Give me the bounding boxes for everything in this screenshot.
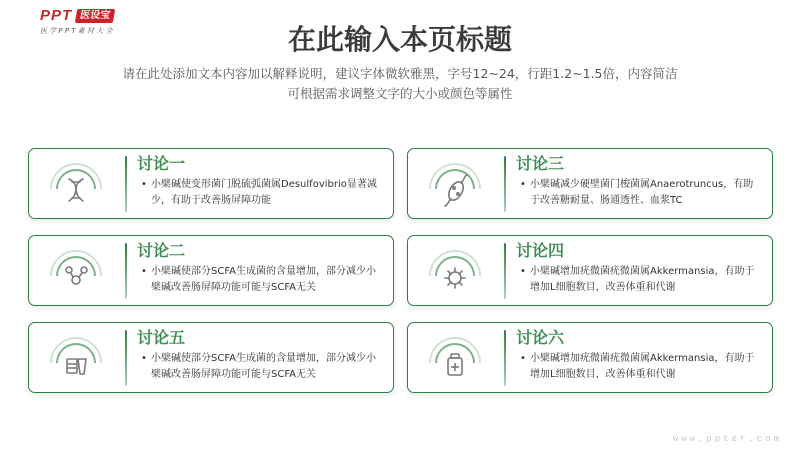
- card-title: 讨论六: [516, 328, 565, 347]
- logo-ppt-text: PPT: [40, 7, 73, 24]
- discussion-card-3: [407, 148, 773, 219]
- card-body: • 小檗碱增加疣微菌疣微菌属Akkermansia，有助于增加L细胞数目，改善体重和代谢: [520, 351, 760, 383]
- card-divider: [125, 330, 127, 386]
- card-title: 讨论一: [137, 154, 186, 173]
- page-title: 在此输入本页标题: [287, 23, 512, 56]
- card-divider: [504, 330, 506, 386]
- watermark: www.ppter.com: [672, 434, 782, 444]
- card-divider: [125, 243, 127, 299]
- bacteria-icon: [420, 155, 490, 215]
- logo-badge: 医设宝: [75, 9, 115, 23]
- logo-tagline: 医学PPT素材大全: [40, 27, 115, 35]
- medicine-bottle-icon: [420, 329, 490, 389]
- card-divider: [125, 156, 127, 212]
- molecule-icon: [41, 242, 111, 302]
- card-body: • 小檗碱使部分SCFA生成菌的含量增加，部分减少小檗碱改善肠屏障功能可能与SCFA无关: [141, 264, 381, 296]
- card-body: • 小檗碱减少硬壁菌门梭菌属Anaerotruncus，有助于改善糖耐量、肠通透性、血浆TC: [520, 177, 760, 209]
- discussion-card-5: [28, 322, 394, 393]
- card-body: • 小檗碱使变形菌门脱硫弧菌属Desulfovibrio显著减少，有助于改善肠屏障功能: [141, 177, 381, 209]
- card-title: 讨论四: [516, 241, 565, 260]
- subtitle-line-1: 请在此处添加文本内容加以解释说明，建议字体微软雅黑，字号12~24，行距1.2~1.5倍，内容简洁: [122, 66, 678, 81]
- page-subtitle: [100, 64, 700, 104]
- dna-icon: [41, 155, 111, 215]
- discussion-card-4: [407, 235, 773, 306]
- card-divider: [504, 243, 506, 299]
- pills-cup-icon: [41, 329, 111, 389]
- card-title: 讨论五: [137, 328, 186, 347]
- card-body: • 小檗碱使部分SCFA生成菌的含量增加，部分减少小檗碱改善肠屏障功能可能与SCFA无关: [141, 351, 381, 383]
- card-title: 讨论二: [137, 241, 186, 260]
- discussion-card-1: [28, 148, 394, 219]
- card-divider: [504, 156, 506, 212]
- subtitle-line-2: 可根据需求调整文字的大小或颜色等属性: [287, 86, 513, 101]
- virus-icon: [420, 242, 490, 302]
- card-title: 讨论三: [516, 154, 565, 173]
- card-body: • 小檗碱增加疣微菌疣微菌属Akkermansia，有助于增加L细胞数目，改善体重和代谢: [520, 264, 760, 296]
- discussion-card-2: [28, 235, 394, 306]
- discussion-card-6: [407, 322, 773, 393]
